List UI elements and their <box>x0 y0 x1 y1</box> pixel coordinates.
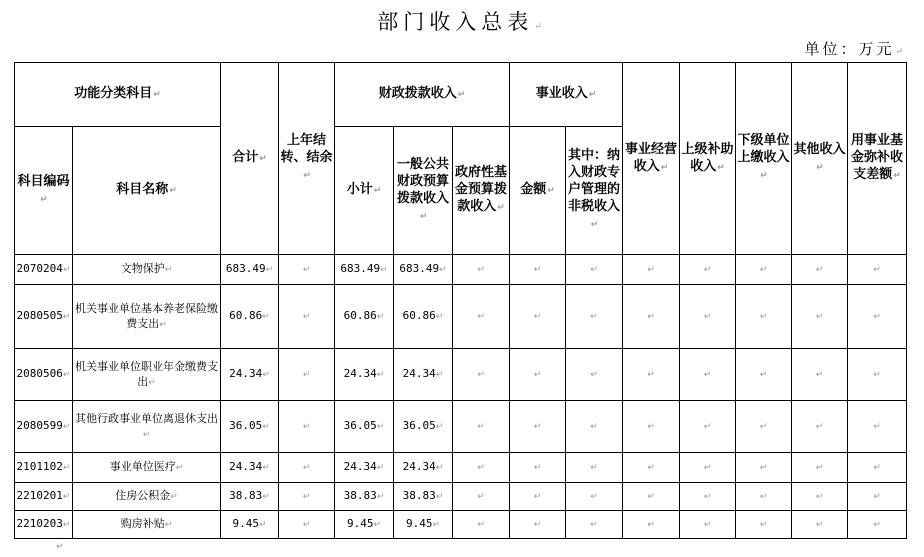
header-fiscal-general: 一般公共财政预算拨款收入↵ <box>394 127 453 255</box>
row-operating: ↵ <box>623 349 680 401</box>
row-subordinate: ↵ <box>736 255 792 285</box>
row-business-amount: ↵ <box>510 349 566 401</box>
paragraph-mark-icon: ↵ <box>56 542 64 552</box>
row-business-special: ↵ <box>566 255 623 285</box>
header-subordinate: 下级单位上缴收入↵ <box>736 63 792 255</box>
row-fiscal-subtotal: 683.49↵ <box>335 255 394 285</box>
row-business-special: ↵ <box>566 285 623 349</box>
table-row <box>15 349 907 401</box>
header-name: 科目名称↵ <box>73 127 221 255</box>
row-business-amount: ↵ <box>510 285 566 349</box>
header-business-group: 事业收入↵ <box>510 63 623 127</box>
row-fiscal-fund: ↵ <box>453 511 510 539</box>
row-total: 683.49↵ <box>221 255 279 285</box>
row-total: 60.86↵ <box>221 285 279 349</box>
row-business-special: ↵ <box>566 349 623 401</box>
row-business-amount: ↵ <box>510 255 566 285</box>
row-code: 2070204↵ <box>15 255 73 285</box>
row-fund-balance: ↵ <box>848 401 907 453</box>
row-fiscal-fund: ↵ <box>453 285 510 349</box>
row-code: 2210201↵ <box>15 483 73 511</box>
row-fund-balance: ↵ <box>848 349 907 401</box>
row-business-amount: ↵ <box>510 453 566 483</box>
header-total: 合计↵ <box>221 63 279 255</box>
row-subordinate: ↵ <box>736 401 792 453</box>
row-operating: ↵ <box>623 255 680 285</box>
table-row <box>15 401 907 453</box>
row-business-special: ↵ <box>566 511 623 539</box>
table-row <box>15 285 907 349</box>
row-other: ↵ <box>792 511 848 539</box>
paragraph-mark-icon: ↵ <box>534 22 547 32</box>
row-business-amount: ↵ <box>510 483 566 511</box>
row-fiscal-general: 36.05↵ <box>394 401 453 453</box>
row-superior-subsidy: ↵ <box>680 511 736 539</box>
row-fund-balance: ↵ <box>848 483 907 511</box>
row-name: 其他行政事业单位离退休支出↵ <box>73 401 221 453</box>
row-business-amount: ↵ <box>510 401 566 453</box>
row-fiscal-subtotal: 60.86↵ <box>335 285 394 349</box>
header-fund-balance: 用事业基金弥补收支差额↵ <box>848 63 907 255</box>
row-name: 住房公积金↵ <box>73 483 221 511</box>
row-total: 24.34↵ <box>221 453 279 483</box>
row-operating: ↵ <box>623 285 680 349</box>
row-operating: ↵ <box>623 401 680 453</box>
row-fiscal-general: 38.83↵ <box>394 483 453 511</box>
header-func-group: 功能分类科目↵ <box>15 63 221 127</box>
row-code: 2080599↵ <box>15 401 73 453</box>
row-fiscal-subtotal: 24.34↵ <box>335 349 394 401</box>
table-row <box>15 483 907 511</box>
row-carryover: ↵ <box>279 401 335 453</box>
row-operating: ↵ <box>623 483 680 511</box>
row-code: 2210203↵ <box>15 511 73 539</box>
row-other: ↵ <box>792 285 848 349</box>
row-other: ↵ <box>792 349 848 401</box>
row-subordinate: ↵ <box>736 483 792 511</box>
row-fiscal-general: 60.86↵ <box>394 285 453 349</box>
row-carryover: ↵ <box>279 511 335 539</box>
header-carryover: 上年结转、结余↵ <box>279 63 335 255</box>
table-row <box>15 511 907 539</box>
row-other: ↵ <box>792 453 848 483</box>
row-carryover: ↵ <box>279 285 335 349</box>
row-superior-subsidy: ↵ <box>680 401 736 453</box>
income-summary-table <box>14 62 907 539</box>
row-carryover: ↵ <box>279 255 335 285</box>
header-other: 其他收入↵ <box>792 63 848 255</box>
paragraph-mark-icon: ↵ <box>895 47 906 57</box>
row-business-special: ↵ <box>566 453 623 483</box>
row-business-special: ↵ <box>566 401 623 453</box>
row-fiscal-fund: ↵ <box>453 453 510 483</box>
row-carryover: ↵ <box>279 349 335 401</box>
row-superior-subsidy: ↵ <box>680 285 736 349</box>
row-fund-balance: ↵ <box>848 453 907 483</box>
row-fund-balance: ↵ <box>848 255 907 285</box>
row-fiscal-subtotal: 24.34↵ <box>335 453 394 483</box>
row-fiscal-general: 683.49↵ <box>394 255 453 285</box>
row-carryover: ↵ <box>279 483 335 511</box>
header-fiscal-subtotal: 小计↵ <box>335 127 394 255</box>
row-name: 购房补贴↵ <box>73 511 221 539</box>
header-fiscal-fund: 政府性基金预算拨款收入↵ <box>453 127 510 255</box>
row-fiscal-general: 24.34↵ <box>394 349 453 401</box>
row-fiscal-subtotal: 38.83↵ <box>335 483 394 511</box>
row-carryover: ↵ <box>279 453 335 483</box>
row-total: 24.34↵ <box>221 349 279 401</box>
row-business-special: ↵ <box>566 483 623 511</box>
row-fiscal-general: 24.34↵ <box>394 453 453 483</box>
row-code: 2080506↵ <box>15 349 73 401</box>
row-subordinate: ↵ <box>736 453 792 483</box>
row-operating: ↵ <box>623 453 680 483</box>
row-business-amount: ↵ <box>510 511 566 539</box>
row-other: ↵ <box>792 401 848 453</box>
row-other: ↵ <box>792 255 848 285</box>
header-fiscal-group: 财政拨款收入↵ <box>335 63 510 127</box>
row-superior-subsidy: ↵ <box>680 255 736 285</box>
row-fiscal-subtotal: 9.45↵ <box>335 511 394 539</box>
row-superior-subsidy: ↵ <box>680 483 736 511</box>
row-other: ↵ <box>792 483 848 511</box>
row-fiscal-fund: ↵ <box>453 401 510 453</box>
table-row <box>15 453 907 483</box>
row-fiscal-fund: ↵ <box>453 349 510 401</box>
row-total: 9.45↵ <box>221 511 279 539</box>
header-business-special: 其中：纳入财政专户管理的非税收入↵ <box>566 127 623 255</box>
row-code: 2101102↵ <box>15 453 73 483</box>
row-fund-balance: ↵ <box>848 511 907 539</box>
row-subordinate: ↵ <box>736 285 792 349</box>
unit-label: 单位：万元↵ <box>804 40 906 58</box>
row-operating: ↵ <box>623 511 680 539</box>
row-fiscal-subtotal: 36.05↵ <box>335 401 394 453</box>
row-fiscal-fund: ↵ <box>453 255 510 285</box>
row-subordinate: ↵ <box>736 511 792 539</box>
row-total: 38.83↵ <box>221 483 279 511</box>
header-code: 科目编码↵ <box>15 127 73 255</box>
row-superior-subsidy: ↵ <box>680 349 736 401</box>
row-name: 机关事业单位职业年金缴费支出↵ <box>73 349 221 401</box>
row-total: 36.05↵ <box>221 401 279 453</box>
row-subordinate: ↵ <box>736 349 792 401</box>
row-name: 机关事业单位基本养老保险缴费支出↵ <box>73 285 221 349</box>
header-business-amount: 金额↵ <box>510 127 566 255</box>
row-fund-balance: ↵ <box>848 285 907 349</box>
row-fiscal-general: 9.45↵ <box>394 511 453 539</box>
page-title: 部门收入总表↵ <box>377 10 547 34</box>
header-operating: 事业经营收入↵ <box>623 63 680 255</box>
row-name: 文物保护↵ <box>73 255 221 285</box>
header-superior-subsidy: 上级补助收入↵ <box>680 63 736 255</box>
table-row <box>15 255 907 285</box>
row-code: 2080505↵ <box>15 285 73 349</box>
row-fiscal-fund: ↵ <box>453 483 510 511</box>
row-superior-subsidy: ↵ <box>680 453 736 483</box>
row-name: 事业单位医疗↵ <box>73 453 221 483</box>
